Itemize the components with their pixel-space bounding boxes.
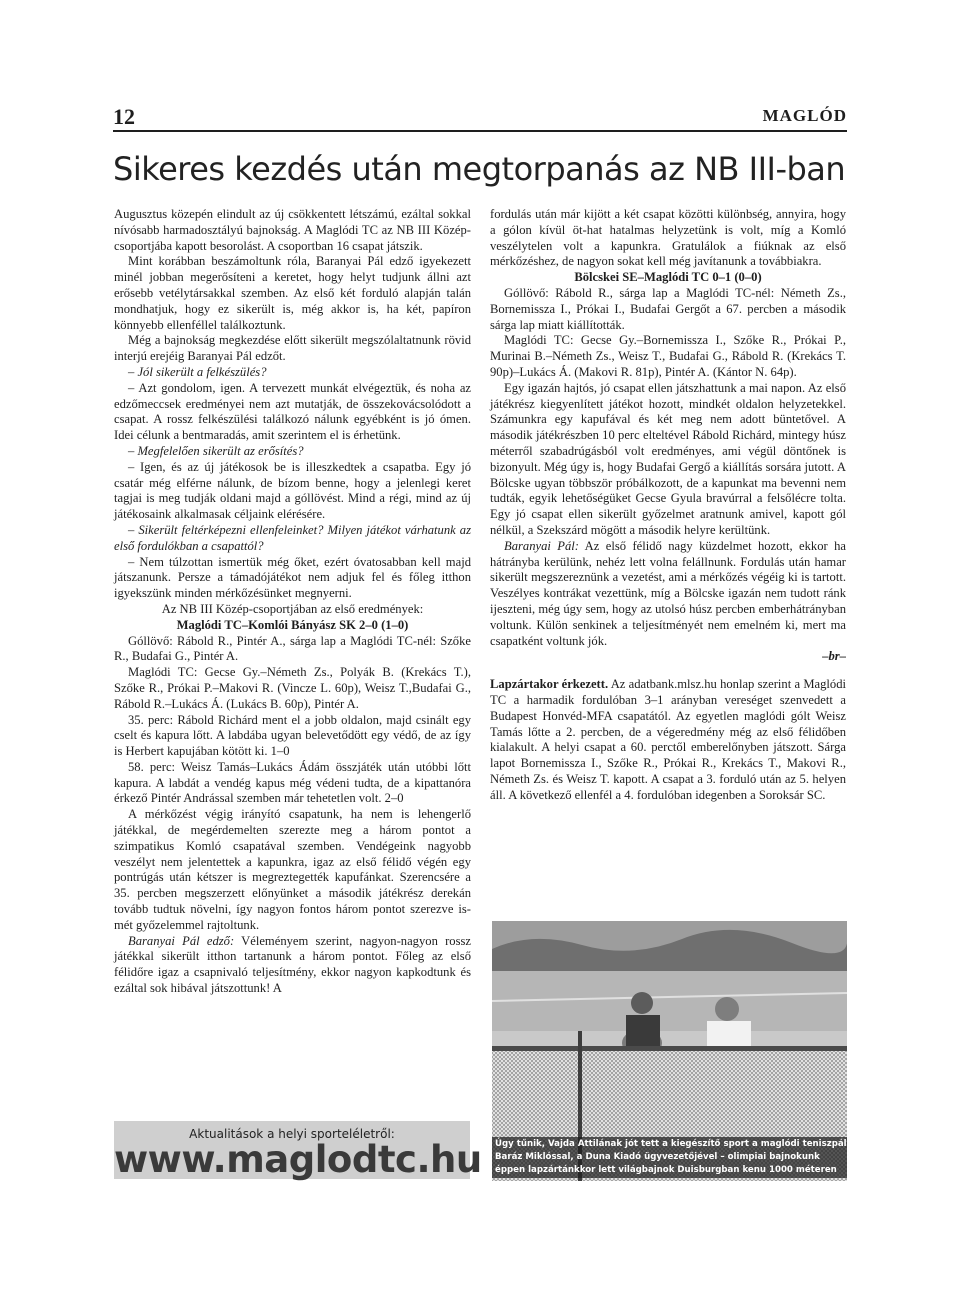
page-number: 12	[113, 104, 135, 129]
spacer	[490, 665, 846, 677]
ad-url[interactable]: www.maglodtc.hu	[114, 1138, 482, 1181]
late-news-text: Az adatbank.mlsz.hu honlap szerint a Maglódi TC a harmadik fordulóban 3–1 arányban vereséget szenvedett a Budapest Honvéd-MFA csapatától. Az egyetlen maglódi gólt Weisz Tamás lőtte a 2. percben, de a végeredmény még az első félidőben kialakult. A helyi csapat a 60. perctől emberelőnyben játszott. Sárga lapot Bornemissza I., Szőke R., Prókai R., Krekács T., Makovi R., Németh Zs. és Weisz T. kapott. A csapat a 3. forduló után az 5. helyen áll. A következő ellenfél a 4. fordulóban idegenben a Soroksár SC.	[490, 677, 847, 802]
match-scorers: Góllövő: Rábold R., sárga lap a Maglódi TC-nél: Németh Zs., Bornemissza I., Prókai I., Budafai Gergőt a 67. percben a második sárga lap miatt kiállították.	[490, 285, 846, 332]
website-ad	[114, 1121, 482, 1181]
results-heading: Az NB III Közép-csoportjában az első eredmények:	[161, 601, 424, 616]
late-news-label: Lapzártakor érkezett.	[490, 677, 609, 692]
interview-question: – Sikerült feltérképezni ellenfeleinket? Milyen játékot várhatunk az első fordulókban a csapattól?	[114, 522, 471, 553]
right-column	[490, 207, 846, 803]
interview-answer: – Igen, és az új játékosok be is illeszkedtek a csapatba. Egy jó csatár még elférne nálunk, de bízom benne, hogy a jelenlegi keret tagjai is meg tudják oldani majd a góllövést. Mind a régi, mind az új játékosaink alkalmasak céljaink elérésére.	[114, 459, 471, 522]
caption-line: Úgy tűnik, Vajda Attilának jót tett a kiegészítő sport a maglódi teniszpályán	[495, 1139, 865, 1149]
page-header	[113, 98, 847, 134]
match-lineup: Maglódi TC: Gecse Gy.–Bornemissza I., Szőke R., Prókai P., Murinai B.–Németh Zs., Weisz T., Budafai G., Rábold R. (Krekács T. 90p)–Lukács Á. (Makovi R. 81p), Pintér A. (Kántor N. 64p).	[490, 333, 846, 379]
interview-question: – Jól sikerült a felkészülés?	[128, 364, 267, 379]
late-news	[490, 677, 846, 803]
match-event: 58. perc: Weisz Tamás–Lukács Ádám összjáték után utóbbi lőtt kapura. A labdát a vendég kapus még védeni tudta, de a kipattanóra érkező Pintér Andrással szemben már tehetetlen volt. 2–0	[114, 759, 471, 806]
coach-quote	[490, 539, 846, 650]
coach-quote-text: Véleményem szerint, nagyon-nagyon rossz játékkal sikerült itthon tartanunk a három pontot. Főleg az első félidőre igaz a csapnivaló teljesítmény, ekkor nagyon kapkodtunk és ezáltal sok hibával játszottunk! A	[114, 933, 471, 996]
publication-name: MAGLÓD	[762, 106, 847, 125]
match-event: 35. perc: Rábold Richárd ment el a jobb oldalon, majd csinált egy cselt és kapura lőtt. A labdába ugyan belevetődött egy védő, de az így is Herbert kapujában kötött ki. 1–0	[114, 712, 471, 759]
match-title: Bölcskei SE–Maglódi TC 0–1 (0–0)	[574, 270, 762, 285]
match-title: Maglódi TC–Komlói Bányász SK 2–0 (1–0)	[176, 617, 409, 632]
left-column	[114, 207, 471, 997]
coach-name: Baranyai Pál edző:	[128, 933, 235, 948]
author-signature: –br–	[822, 649, 846, 664]
paragraph: Mint korábban beszámoltunk róla, Baranyai Pál edző igyekezett minél jobban megerősíteni a keretet, hogy helyt tudjunk állni azt erősebb vetélytársakkal szemben. Az első két forduló alapján talán mondhatjuk, hogy ez sikerült is, még akkor is, ha két, papíron könnyebb ellenféllel találkoztunk.	[114, 254, 471, 332]
match-scorers: Góllövő: Rábold R., Pintér A., sárga lap a Maglódi TC-nél: Szőke R., Budafai G., Pintér A.	[114, 633, 471, 664]
paragraph: fordulás után már kijött a két csapat közötti különbség, annyira, hogy a gólon kívül öt-hat hatalmas helyzetünk is volt, míg a Komló veszélytelen volt a kapunkra. Gratulálok a fiúknak az első mérkőzéshez, de nagyon sokat kell még javítanunk a továbbiakra.	[490, 207, 846, 269]
paragraph: Augusztus közepén elindult az új csökkentett létszámú, ezáltal sokkal nívósabb harmadosztályú bajnokság. A Maglódi TC az NB III Közép-csoportjába kapott besorolást. A csoportban 16 csapat játszik.	[114, 207, 471, 253]
caption-line: Baráz Miklóssal, a Duna Kiadó ügyvezetőjével – olimpiai bajnokunk	[495, 1152, 820, 1162]
match-report: A mérkőzést végig irányító csapatunk, ha nem is lehengerlő játékkal, de megérdemelten szerezte meg a három pontot a szimpatikus Komló csapatával szemben. Vendégeink nagyobb veszélyt nem jelentettek a kapunkra, igaz az első félidő végén egy pontrúgás után kétszer is megreztegették kapufánkat. Szerencsére a 35. percben megszerzett előnyünket a második játékrész derekán tovább tudtuk növelni, így nagyon fontos három pontot szerezve is- mét győzelemmel rajtoltunk.	[114, 807, 471, 932]
paragraph: Még a bajnokság megkezdése előtt sikerült megszólaltatnunk rövid interjú erejéig Baranyai Pál edzőt.	[114, 333, 471, 364]
match-report: Egy igazán hajtós, jó csapat ellen játszhattunk a mai napon. Az első játékrész kiegyenlített játékot hozott, mindkét oldalon helyzetekkel. Számunkra egy kapufával és két meg nem adott büntetővel. A második játékrészben 10 perc elteltével Rábold Richárd, mintegy húsz méterről szabadrúgásból volt eredményes, ami végül döntőnek is bizonyult. Még úgy is, hogy Budafai Gergő a kiállítás sorsára jutott. A Bölcske ugyan többször próbálkozott, de a kapunkat ma bevenni nem tudták, egyik lehetőségüket Gecse Gyula bravúrral a felsőlécre tolta. Egy jó csapat ellen sikerült győzelmet aratnunk amivel, kapott gól nélkül, a Szekszárd mögött a második helyre kerültünk.	[490, 380, 846, 537]
caption-line: éppen lapzártánkkor lett világbajnok Duisburgban kenu 1000 méteren	[495, 1165, 837, 1175]
coach-quote-text: Az első félidő nagy küzdelmet hozott, ekkor ha hátrányba kerülünk, nehéz lett volna felállnunk. Fordulás után hamar sikerült megszereznünk a vezetést, ami a mérkőzés végéig ki is tartott. Veszélyes kontrákat vezettünk, míg a Bölcske igazán nem tudott ránk ijeszteni, még úgy sem, hogy az utolsó húsz percben emberhátrányban voltunk. Külön senkinek a teljesítményét nem emelném ki, mert ma csapatként voltunk jók.	[490, 538, 846, 648]
ad-tagline: Aktualitások a helyi sporteléletről:	[189, 1127, 395, 1141]
coach-name: Baranyai Pál:	[504, 538, 579, 553]
coach-quote	[114, 934, 471, 997]
interview-question: – Megfelelően sikerült az erősítés?	[128, 443, 304, 458]
interview-answer: – Nem túlzottan ismertük még őket, ezért óvatosabban kell majd játszanunk. Persze a támadójátékot nem adjuk fel és főleg itthon igyekszünk minden mérkőzésünket megnyerni.	[114, 554, 471, 601]
interview-answer: – Azt gondolom, igen. A tervezett munkát elvégeztük, és noha az edzőmeccsek eredményei nem azt mutatják, de összekovácsolódott a csapat. A rossz felkészülési találkozó nálunk egyébként is jó ómen. Idei célunk a bentmaradás, amit szerintem el is érhetünk.	[114, 380, 471, 443]
article-title: Sikeres kezdés után megtorpanás az NB III-ban	[113, 150, 846, 188]
photo-caption	[492, 1137, 865, 1178]
header-rule	[113, 130, 847, 132]
match-lineup: Maglódi TC: Gecse Gy.–Németh Zs., Polyák B. (Krekács T.), Szőke R., Prókai P.–Makovi R. (Vincze L. 60p), Weisz T.,Budafai G., Rábold R.–Lukács Á. (Lukács B. 60p), Pintér A.	[114, 665, 471, 711]
